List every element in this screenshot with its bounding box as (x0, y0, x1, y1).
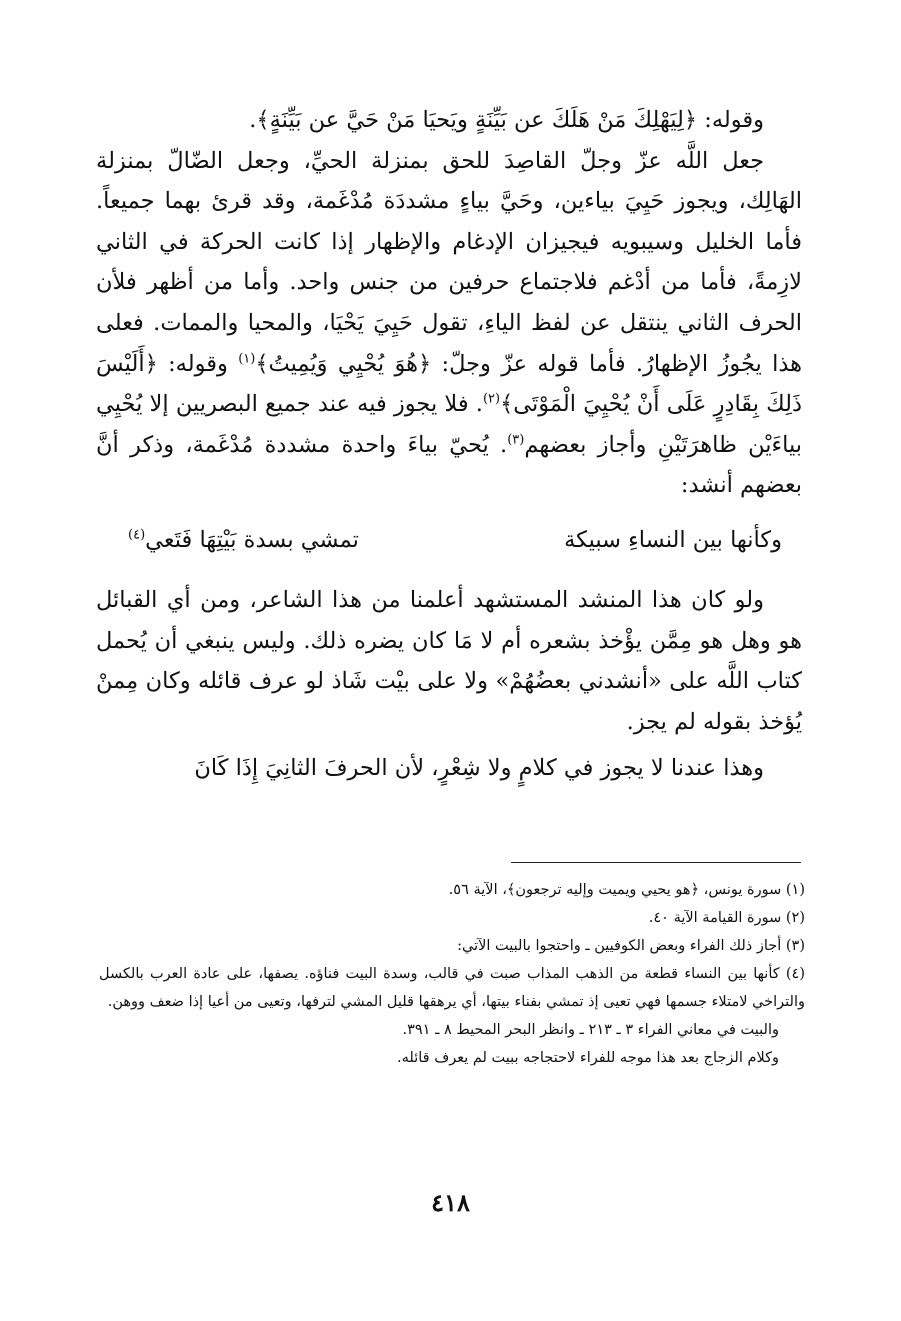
footnote-2: (٢) سورة القيامة الآية ٤٠. (648, 910, 805, 926)
paragraph-continuation: وهذا عندنا لا يجوز في كلامٍ ولا شِعْرٍ، لأن الحرفَ الثانِيَ إِذَا كَانَ (194, 755, 764, 782)
main-text (96, 100, 802, 789)
paragraph-explanation (96, 141, 802, 506)
footnote-divider (511, 862, 801, 863)
footnote-ref-2: (٢) (482, 391, 501, 407)
footnote-ref-3: (٣) (507, 432, 525, 448)
page-number: ٤١٨ (431, 1188, 470, 1217)
paragraph-commentary: ولو كان هذا المنشد المستشهد أعلمنا من هذا الشاعر، ومن أي القبائل هو وهل هو مِمَّن يؤْخذ بشعره أم لا مَا كان يضره ذلك. وليس ينبغي أن يُحمل كتاب اللَّه على «أنشدني بعضُهُمْ» ولا على بيْت شَاذ لو عرف قائله وكان مِمنْ يُؤخذ بقوله لم يجز. (96, 586, 802, 735)
explanation-text: جعل اللَّه عزّ وجلّ القاصِدَ للحق بمنزلة الحيِّ، وجعل الضّالّ بمنزلة الهَالِك، ويجوز حَيِيَ بياءين، وحَيَّ بياءٍ مشددَة مُدْغَمة، وقد قرئ بهما جميعاً. فأما الخليل وسيبويه فيجيزان الإدغام والإظهار إذا كانت الحركة في الثاني لازِمةً، فأما من أدْغم فلاجتماع حرفين من جنس واحد. وأما من أظهر فلأن الحرف الثاني ينتقل عن لفظ الياءِ، تقول حَيِيَ يَحْيَا، والمحيا والممات. فعلى هذا يجُوزُ الإظهارُ. فأما قوله عزّ وجلّ: ﴿هُوَ يُحْيِي وَيُمِيتُ﴾ (96, 147, 802, 377)
verse-second-hemistich (128, 520, 359, 560)
verse-first-hemistich: وكأنها بين النساءِ سبيكة (564, 526, 782, 553)
explanation-text-2: وقوله: ﴿أَلَيْسَ ذَلِكَ بِقَادِرٍ عَلَى أَنْ يُحْيِيَ الْمَوْتَى﴾ (96, 350, 802, 418)
footnote-ref-4: (٤) (128, 527, 146, 543)
poetry-verse (96, 520, 802, 560)
footnote-4-remark: وكلام الزجاج بعد هذا موجه للفراء لاحتجاجه ببيت لم يعرف قائله. (397, 1050, 779, 1066)
footnote-3: (٣) أجاز ذلك الفراء وبعض الكوفيين ـ واحتجوا بالبيت الآتي: (457, 938, 805, 954)
explanation-text-3: . فلا يجوز فيه عند جميع البصريين إلا يُحْيِي بياءَيْن ظاهرَتَيْنِ وأجاز بعضهم (96, 391, 803, 458)
footnotes (99, 876, 805, 1072)
footnote-1: (١) سورة يونس، ﴿هو يحيي ويميت وإليه ترجعون﴾، الآية ٥٦. (448, 882, 805, 898)
explanation-text-4: . يُحيّ بياءَ واحدة مشددة مُدْغَمة، وذكر أنَّ بعضهم أنشد: (96, 431, 802, 499)
verse-second-text: تمشي بسدة بَيْتِهَا فَتَعي (145, 526, 359, 553)
footnote-ref-1: (١) (238, 351, 256, 367)
paragraph-quran-quote: وقوله: ﴿لِيَهْلِكَ مَنْ هَلَكَ عن بَيِّنَةٍ ويَحيَا مَنْ حَيَّ عن بَيِّنَةٍ﴾. (249, 107, 764, 133)
footnote-4-source: والبيت في معاني الفراء ٣ ـ ٢١٣ ـ وانظر البحر المحيط ٨ ـ ٣٩١. (402, 1022, 779, 1038)
footnote-4: (٤) كأنها بين النساء قطعة من الذهب المذاب صبت في قالب، وسدة البيت فناؤه. يصفها، على عادة العرب بالكسل والتراخي لامتلاء جسمها فهي تعيى إذ تمشي بفناء بيتها، أي يرهقها قليل المشي لترفها، وتعيى من أعيا إذا ضعف ووهن. (99, 966, 805, 1010)
